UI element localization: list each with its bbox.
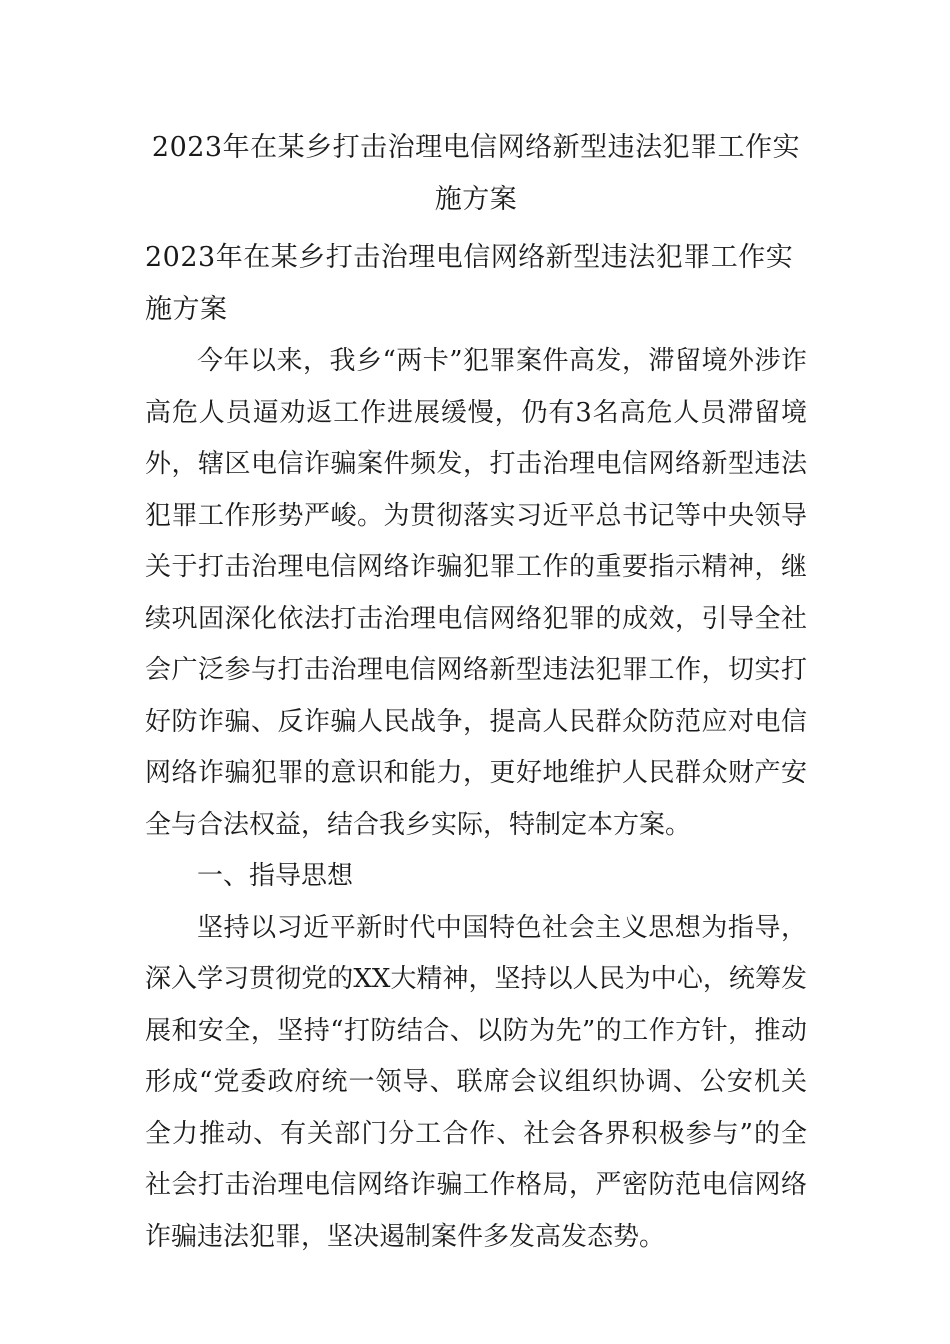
- intro-paragraph: 今年以来，我乡“两卡”犯罪案件高发，滞留境外涉诈高危人员逼劝返工作进展缓慢，仍有3名高危人员滞留境外，辖区电信诈骗案件频发，打击治理电信网络新型违法犯罪工作形势严峻。为贯彻落实习近平总书记等中央领导关于打击治理电信网络诈骗犯罪工作的重要指示精神，继续巩固深化依法打击治理电信网络犯罪的成效，引导全社会广泛参与打击治理电信网络新型违法犯罪工作，切实打好防诈骗、反诈骗人民战争，提高人民群众防范应对电信网络诈骗犯罪的意识和能力，更好地维护人民群众财产安全与合法权益，结合我乡实际，特制定本方案。: [145, 346, 807, 840]
- section-paragraph-guiding-ideology: 坚持以习近平新时代中国特色社会主义思想为指导，深入学习贯彻党的XX大精神，坚持以人民为中心，统筹发展和安全，坚持“打防结合、以防为先”的工作方针，推动形成“党委政府统一领导、联席会议组织协调、公安机关全力推动、有关部门分工合作、社会各界积极参与”的全社会打击治理电信网络诈骗工作格局，严密防范电信网络诈骗违法犯罪，坚决遏制案件多发高发态势。: [145, 912, 807, 1252]
- document-title: 2023年在某乡打击治理电信网络新型违法犯罪工作实施方案: [151, 132, 801, 215]
- document-subtitle: 2023年在某乡打击治理电信网络新型违法犯罪工作实施方案: [145, 242, 794, 325]
- document-page: [145, 122, 807, 1263]
- section-heading-guiding-ideology: 一、指导思想: [197, 861, 354, 891]
